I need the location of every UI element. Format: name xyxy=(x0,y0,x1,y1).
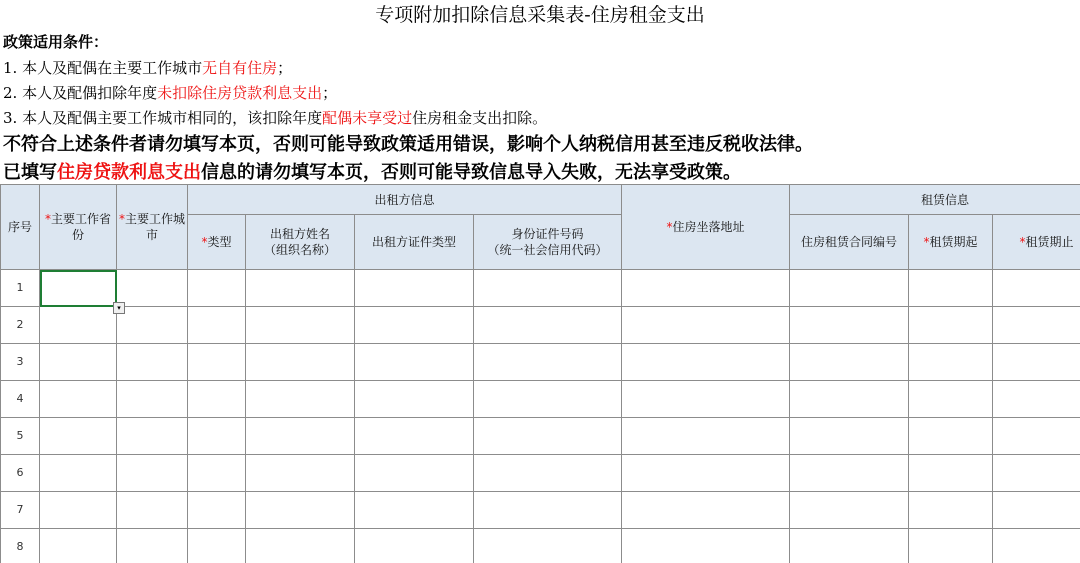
id-type-cell[interactable] xyxy=(355,529,474,563)
type-cell[interactable] xyxy=(188,418,246,455)
condition-1 xyxy=(3,57,292,79)
contract-cell[interactable] xyxy=(790,307,909,344)
type-cell[interactable] xyxy=(188,455,246,492)
header-address xyxy=(622,185,790,270)
rent-info-table xyxy=(0,184,1080,563)
conditions-heading: 政策适用条件： xyxy=(3,33,109,51)
header-group-lessor: 出租方信息 xyxy=(188,185,622,215)
lessor-name-cell[interactable] xyxy=(246,270,355,307)
header-lessor-name-line1: 出租方姓名 xyxy=(269,227,330,241)
city-cell[interactable] xyxy=(117,344,188,381)
id-type-cell[interactable] xyxy=(355,270,474,307)
province-cell[interactable] xyxy=(40,381,117,418)
address-cell[interactable] xyxy=(622,270,790,307)
province-cell[interactable] xyxy=(40,270,121,312)
table-row xyxy=(1,270,1080,307)
header-province xyxy=(40,185,117,270)
id-number-cell[interactable] xyxy=(474,418,622,455)
row-number: 8 xyxy=(1,529,40,563)
id-type-cell[interactable] xyxy=(355,455,474,492)
id-number-cell[interactable] xyxy=(474,270,622,307)
city-cell[interactable] xyxy=(117,270,188,307)
table-row xyxy=(1,492,1080,529)
condition-3 xyxy=(3,107,547,129)
header-id-number-line1: 身份证件号码 xyxy=(511,227,584,241)
address-cell[interactable] xyxy=(622,418,790,455)
form-title: 专项附加扣除信息采集表-住房租金支出 xyxy=(375,4,705,26)
start-cell[interactable] xyxy=(909,344,993,381)
row-number: 4 xyxy=(1,381,40,418)
required-mark: * xyxy=(923,235,930,249)
header-address-label: 住房坐落地址 xyxy=(672,220,745,234)
end-cell[interactable] xyxy=(993,455,1080,492)
end-cell[interactable] xyxy=(993,307,1080,344)
warning-2-end: 信息的请勿填写本页，否则可能导致信息导入失败，无法享受政策。 xyxy=(201,162,741,183)
city-cell[interactable] xyxy=(117,381,188,418)
type-cell[interactable] xyxy=(188,270,246,307)
dropdown-arrow-icon[interactable]: ▾ xyxy=(113,302,125,314)
lessor-name-cell[interactable] xyxy=(246,529,355,563)
contract-cell[interactable] xyxy=(790,418,909,455)
type-cell[interactable] xyxy=(188,529,246,563)
id-number-cell[interactable] xyxy=(474,307,622,344)
city-cell[interactable] xyxy=(117,418,188,455)
condition-3-end: 住房租金支出扣除。 xyxy=(412,109,548,127)
condition-3-highlight: 配偶未享受过 xyxy=(322,109,413,127)
type-cell[interactable] xyxy=(188,381,246,418)
warning-1: 不符合上述条件者请勿填写本页，否则可能导致政策适用错误，影响个人纳税信用甚至违反税收法律。 xyxy=(3,134,813,155)
header-start-label: 租赁期起 xyxy=(929,235,978,249)
city-cell[interactable] xyxy=(117,529,188,563)
contract-cell[interactable] xyxy=(790,344,909,381)
table-body xyxy=(1,270,1080,563)
address-cell[interactable] xyxy=(622,344,790,381)
start-cell[interactable] xyxy=(909,418,993,455)
header-type-label: 类型 xyxy=(207,235,232,249)
contract-cell[interactable] xyxy=(790,270,909,307)
address-cell[interactable] xyxy=(622,455,790,492)
condition-2-text: 2. 本人及配偶扣除年度 xyxy=(3,84,158,102)
province-cell[interactable] xyxy=(40,344,117,381)
end-cell[interactable] xyxy=(993,381,1080,418)
condition-2 xyxy=(3,82,337,104)
header-id-number-line2: （统一社会信用代码） xyxy=(487,243,608,257)
required-mark: * xyxy=(1019,235,1026,249)
table-row xyxy=(1,418,1080,455)
contract-cell[interactable] xyxy=(790,492,909,529)
start-cell[interactable] xyxy=(909,270,993,307)
header-lessor-name-line2: （组织名称） xyxy=(263,243,336,257)
header-row-1 xyxy=(1,185,1080,215)
required-mark: * xyxy=(44,212,51,226)
id-number-cell[interactable] xyxy=(474,455,622,492)
start-cell[interactable] xyxy=(909,492,993,529)
province-cell[interactable] xyxy=(40,455,117,492)
table-row xyxy=(1,307,1080,344)
lessor-name-cell[interactable] xyxy=(246,455,355,492)
end-cell[interactable] xyxy=(993,270,1080,307)
id-type-cell[interactable] xyxy=(355,492,474,529)
id-type-cell[interactable] xyxy=(355,344,474,381)
table-row xyxy=(1,455,1080,492)
header-city xyxy=(117,185,188,270)
warning-2 xyxy=(3,161,741,185)
condition-1-highlight: 无自有住房 xyxy=(202,59,278,77)
contract-cell[interactable] xyxy=(790,381,909,418)
condition-1-end: ； xyxy=(277,59,293,77)
lessor-name-cell[interactable] xyxy=(246,344,355,381)
spreadsheet-grid xyxy=(0,184,1080,563)
header-end xyxy=(993,215,1080,270)
address-cell[interactable] xyxy=(622,529,790,563)
province-cell[interactable] xyxy=(40,529,117,563)
end-cell[interactable] xyxy=(993,344,1080,381)
row-number: 1 xyxy=(1,270,40,307)
contract-cell[interactable] xyxy=(790,455,909,492)
header-city-label: 主要工作城市 xyxy=(125,212,186,242)
condition-1-text: 1. 本人及配偶在主要工作城市 xyxy=(3,59,203,77)
city-cell[interactable] xyxy=(117,455,188,492)
end-cell[interactable] xyxy=(993,492,1080,529)
city-cell[interactable] xyxy=(117,492,188,529)
condition-3-text: 3. 本人及配偶主要工作城市相同的，该扣除年度 xyxy=(3,109,323,127)
province-cell[interactable] xyxy=(40,492,117,529)
type-cell[interactable] xyxy=(188,307,246,344)
type-cell[interactable] xyxy=(188,492,246,529)
row-number: 6 xyxy=(1,455,40,492)
type-cell[interactable] xyxy=(188,344,246,381)
id-number-cell[interactable] xyxy=(474,529,622,563)
header-province-label: 主要工作省份 xyxy=(50,212,111,242)
id-type-cell[interactable] xyxy=(355,307,474,344)
province-cell[interactable] xyxy=(40,418,117,455)
address-cell[interactable] xyxy=(622,307,790,344)
start-cell[interactable] xyxy=(909,455,993,492)
lessor-name-cell[interactable] xyxy=(246,418,355,455)
condition-2-end: ； xyxy=(322,84,338,102)
id-number-cell[interactable] xyxy=(474,492,622,529)
header-id-type: 出租方证件类型 xyxy=(355,215,474,270)
id-number-cell[interactable] xyxy=(474,344,622,381)
row-number: 7 xyxy=(1,492,40,529)
end-cell[interactable] xyxy=(993,418,1080,455)
header-contract: 住房租赁合同编号 xyxy=(790,215,909,270)
lessor-name-cell[interactable] xyxy=(246,307,355,344)
address-cell[interactable] xyxy=(622,381,790,418)
province-cell[interactable] xyxy=(40,307,117,344)
row-number: 3 xyxy=(1,344,40,381)
required-mark: * xyxy=(666,220,673,234)
table-row xyxy=(1,529,1080,563)
lessor-name-cell[interactable] xyxy=(246,492,355,529)
table-row xyxy=(1,344,1080,381)
contract-cell[interactable] xyxy=(790,529,909,563)
condition-2-highlight: 未扣除住房贷款利息支出 xyxy=(157,84,323,102)
required-mark: * xyxy=(201,235,208,249)
city-cell[interactable] xyxy=(117,307,188,344)
id-number-cell[interactable] xyxy=(474,381,622,418)
required-mark: * xyxy=(119,212,125,226)
start-cell[interactable] xyxy=(909,307,993,344)
start-cell[interactable] xyxy=(909,529,993,563)
header-start xyxy=(909,215,993,270)
header-type xyxy=(188,215,246,270)
id-type-cell[interactable] xyxy=(355,381,474,418)
start-cell[interactable] xyxy=(909,381,993,418)
header-index: 序号 xyxy=(1,185,40,270)
id-type-cell[interactable] xyxy=(355,418,474,455)
address-cell[interactable] xyxy=(622,492,790,529)
header-group-lease: 租赁信息 xyxy=(790,185,1080,215)
warning-2-highlight: 住房贷款利息支出 xyxy=(57,162,201,183)
end-cell[interactable] xyxy=(993,529,1080,563)
warning-2-text: 已填写 xyxy=(3,162,57,183)
header-id-number xyxy=(474,215,622,270)
table-row xyxy=(1,381,1080,418)
lessor-name-cell[interactable] xyxy=(246,381,355,418)
header-lessor-name xyxy=(246,215,355,270)
row-number: 5 xyxy=(1,418,40,455)
row-number: 2 xyxy=(1,307,40,344)
header-end-label: 租赁期止 xyxy=(1025,235,1074,249)
